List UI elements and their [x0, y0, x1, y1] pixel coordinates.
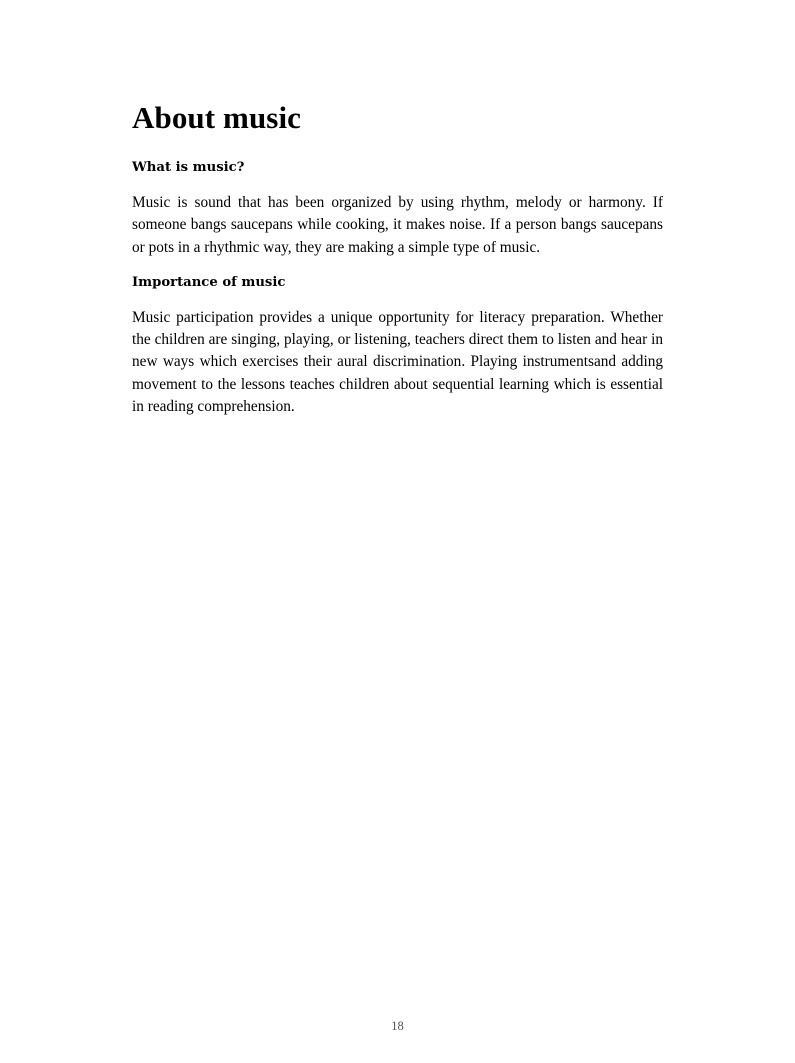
section-heading-what-is-music: What is music? [132, 160, 245, 175]
page-title: About music [132, 100, 302, 135]
section-body-importance-of-music: Music participation provides a unique opportunity for literacy preparation. Whether the children are singing, playing, or listening, teachers direct them to listen and hear in new ways which exercises their aural discrimination. Playing instrumentsand adding movement to the lessons teaches children about sequential learning which is essential in reading comprehension. [132, 308, 663, 416]
section-heading-importance-of-music: Importance of music [132, 274, 286, 290]
page-number: 18 [391, 1019, 404, 1033]
document-page [132, 98, 663, 431]
section-body-what-is-music: Music is sound that has been organized by using rhythm, melody or harmony. If someone bangs saucepans while cooking, it makes noise. If a person bangs saucepans or pots in a rhythmic way, they are making a simple type of music. [132, 194, 663, 256]
